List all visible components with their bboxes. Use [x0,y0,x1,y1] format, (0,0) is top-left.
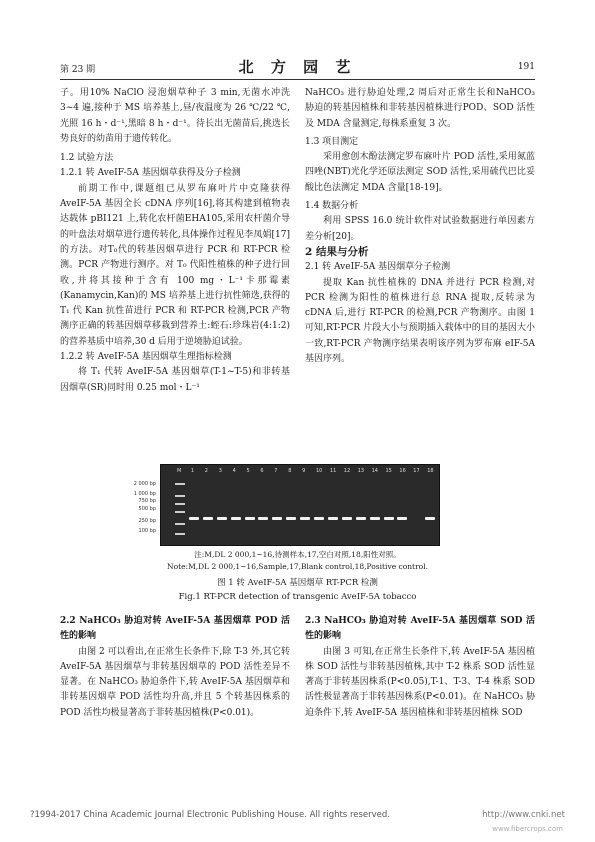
watermark-text: www.fibercrops.com [492,825,563,833]
lane-label: 9 [302,468,306,474]
section-2-heading: 2 结果与分析 [305,245,369,258]
paragraph-1-3: 采用愈创木酚法测定罗布麻叶片 POD 活性,采用氮蓝四唑(NBT)光化学还原法测定 SOD 活性,采用硫代巴比妥酸比色法测定 MDA 含量[18-19]。 [305,152,535,193]
sample-band [217,517,227,520]
lane-label: 8 [288,468,292,474]
ladder-band [175,511,185,513]
sample-band [425,517,435,520]
section-1-2-1-heading: 1.2.1 转 AveIF-5A 基因烟草获得及分子检测 [60,168,241,179]
lane-label: 7 [274,468,278,474]
paragraph-intro: 子。用10% NaClO 浸泡烟草种子 3 min,无菌水冲洗 3~4 遍,接种于 MS 培养基上,昼/夜温度为 26 ℃/22 ℃,光照 16 h・d⁻¹,黑暗 8 h・d⁻¹。待长出无菌苗后,挑选长势良好的幼苗用于遗传转化。 [60,88,290,144]
page-footer [30,810,565,820]
ladder-band [175,495,185,497]
figure-note-cn: 注:M,DL 2 000,1~16,待测样本,17,空白对照,18,阳性对照。 [194,550,401,559]
left-column [60,86,290,396]
paragraph-1-2-2: 将 T₁ 代转 AveIF-5A 基因烟草(T-1~T-5)和非转基因烟草(SR)同时用 0.25 mol・L⁻¹ [60,367,290,393]
journal-title: 北 方 园 艺 [238,58,357,76]
footer-url: http://www.cnki.net [482,810,565,820]
marker-size-label: 250 bp [138,518,156,524]
section-2-1-heading: 2.1 转 AveIF-5A 基因烟草分子检测 [305,262,451,273]
page-header [60,56,535,78]
sample-band [384,517,394,520]
lane-label: 6 [260,468,264,474]
lane-label: 5 [246,468,250,474]
sample-band [189,517,199,520]
lane-label: 18 [427,468,434,474]
lane-label: 14 [371,468,378,474]
marker-size-label: 500 bp [138,506,156,512]
section-2-3-heading: 2.3 NaHCO₃ 胁迫对转 AveIF-5A 基因烟草 SOD 活性的影响 [305,616,535,642]
sample-band [245,517,255,520]
ladder-band [175,533,185,535]
sample-band [397,517,407,520]
sample-band [314,517,324,520]
paragraph-2-2: 由图 2 可以看出,在正常生长条件下,除 T-3 外,其它转 AveIF-5A 基因烟草与非转基因烟草的 POD 活性差异不显著。在 NaHCO₃ 胁迫条件下,转 AveIF-5A 基因烟草和非转基因烟草 POD 活性均升高,并且 5 个转基因株系的 POD 活性均极显著高于非转基因植株(P<0.01)。 [60,646,290,718]
ladder-band [175,523,185,525]
sample-band [272,517,282,520]
sample-band [342,517,352,520]
sample-band [258,517,268,520]
issue-number: 第 23 期 [60,65,96,75]
section-2-2-heading: 2.2 NaHCO₃ 胁迫对转 AveIF-5A 基因烟草 POD 活性的影响 [60,616,290,642]
sample-band [356,517,366,520]
figure-note-en: Note:M,DL 2 000,1~16,Sample,17,Blank control,18,Positive control. [167,562,428,571]
sample-band [203,517,213,520]
lane-label: 1 [190,468,195,474]
lane-label: 10 [316,468,323,474]
page-number: 191 [517,62,535,72]
copyright-text: ?1994-2017 China Academic Journal Electronic Publishing House. All rights reserved. [30,810,390,820]
marker-size-label: 1 000 bp [133,491,156,497]
marker-size-label: 100 bp [138,528,156,534]
right-bottom-column [305,614,535,721]
paragraph-right-top: NaHCO₃ 进行胁迫处理,2 周后对正常生长和NaHCO₃ 胁迫的转基因植株和非转基因植株进行POD、SOD 活性及 MDA 含量测定,每株系重复 3 次。 [305,88,535,129]
section-1-2-heading: 1.2 试验方法 [60,153,114,164]
lane-labels [161,468,439,478]
ladder-band [175,503,185,505]
section-1-4-heading: 1.4 数据分析 [305,201,359,212]
lane-label: 15 [385,468,392,474]
right-column [305,86,535,367]
marker-size-label: 750 bp [138,498,156,504]
section-1-2-2-heading: 1.2.2 转 AveIF-5A 基因烟草生理指标检测 [60,352,232,363]
sample-band [231,517,241,520]
lane-label: 16 [399,468,406,474]
sample-band [300,517,310,520]
header-rule [60,79,535,80]
left-bottom-column [60,614,290,721]
lane-label: 13 [357,468,365,474]
section-1-3-heading: 1.3 项目测定 [305,136,359,147]
paragraph-2-1: 提取 Kan 抗性植株的 DNA 并进行 PCR 检测,对 PCR 检测为阳性的植株进行总 RNA 提取,反转录为 cDNA 后,进行 RT-PCR 的检测,PCR 产物测序。由图 1 可知,RT-PCR 片段大小与预期插入载体中的目的基因大小一致,RT-PCR 产物测序结果表明该序列为罗布麻 eIF-5A 基因序列。 [305,277,535,365]
paragraph-1-2-1: 前期工作中,课题组已从罗布麻叶片中克隆获得 AveIF-5A 基因全长 cDNA 序列[16],将其构建到植物表达载体 pBI121 上,转化农杆菌EHA105,采用农杆菌介导的叶盘法对烟草进行遗传转化,具体操作过程见李凤娟[17]的方法。对T₀代的转基因烟草进行 PCR 和 RT-PCR 检测。PCR 产物进行测序。对 T₀ 代阳性植株的种子进行回收,并将其接种于含有 100 mg・L⁻¹卡那霉素(Kanamycin,Kan)的 MS 培养基上进行抗性筛选,获得的 T₁ 代 Kan 抗性苗进行 PCR 和 RT-PCR 检测,PCR 产物测序正确的转基因烟草移栽到营养土:蛭石:珍珠岩(4:1:2)的营养基质中培养,30 d 后用于逆境胁迫试验。 [60,183,290,347]
sample-band [370,517,380,520]
gel-electrophoresis-image [160,464,440,546]
marker-size-label: 2 000 bp [133,481,156,487]
lane-label: 3 [218,468,222,474]
paragraph-2-3: 由图 3 可知,在正常生长条件下,转 AveIF-5A 基因植株 SOD 活性与非转基因植株,其中 T-2 株系 SOD 活性显著高于非转基因株系(P<0.05),T-1、T-3、T-4 株系 SOD 活性极显著高于非转基因株系(P<0.01)。在 NaHCO₃ 胁迫条件下,转 AveIF-5A 基因植株和非转基因植株 SOD [305,646,535,718]
lane-label: 12 [343,468,351,474]
lane-label: 11 [329,468,337,474]
sample-band [328,517,338,520]
lane-label: M [177,468,182,474]
ladder-band [175,483,185,485]
lane-label: 2 [204,468,208,474]
figure-title-cn: 图 1 转 AveIF-5A 基因烟草 RT-PCR 检测 [217,578,378,588]
paragraph-1-4: 利用 SPSS 16.0 统计软件对试验数据进行单因素方差分析[20]。 [305,216,535,242]
lane-label: 17 [413,468,420,474]
lane-label: 4 [232,468,236,474]
figure-title-en: Fig.1 RT-PCR detection of transgenic AveIF-5A tobacco [178,592,417,602]
sample-band [286,517,296,520]
